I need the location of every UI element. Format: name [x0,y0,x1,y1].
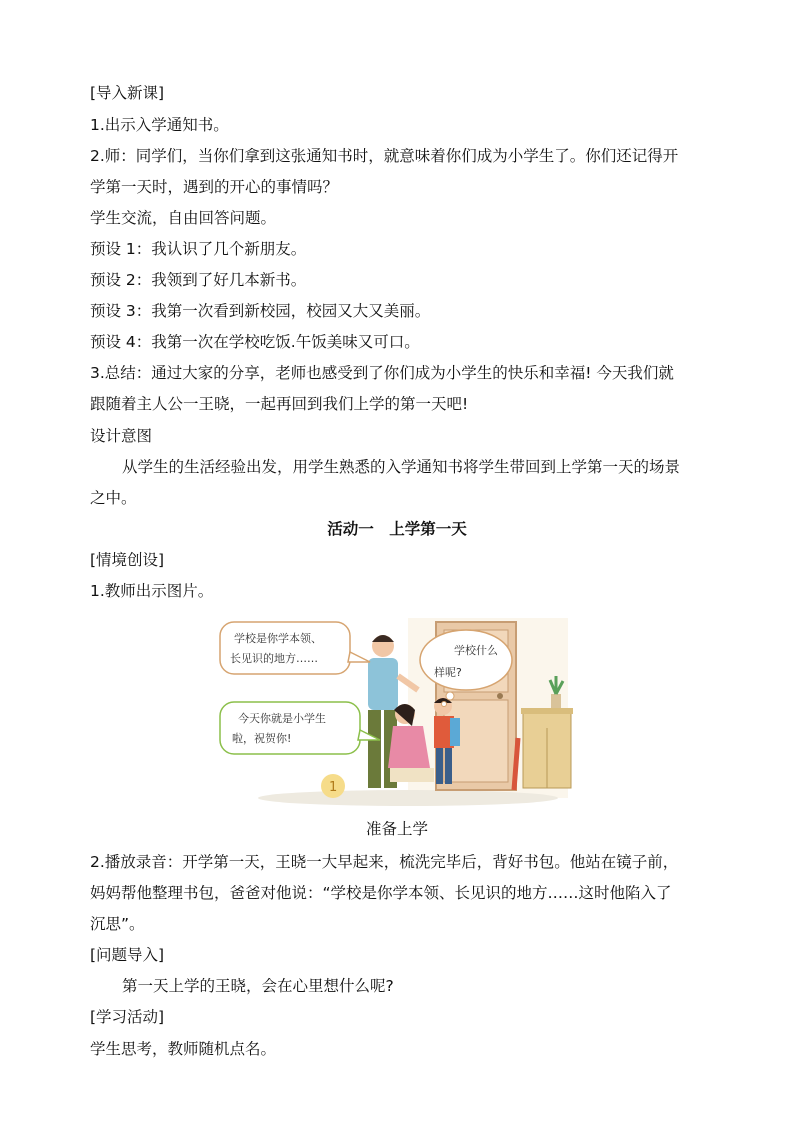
paragraph-heading: [情境创设] [90,551,165,569]
paragraph: 学生思考，教师随机点名。 [90,1040,277,1058]
paragraph: 1.教师出示图片。 [90,582,214,600]
bubble1-line1: 学校是你学本领、 [234,632,322,645]
paragraph: 从学生的生活经验出发，用学生熟悉的入学通知书将学生带回到上学第一天的场景 [122,458,681,476]
paragraph: 预设 1：我认识了几个新朋友。 [90,240,307,258]
paragraph: 3.总结：通过大家的分享，老师也感受到了你们成为小学生的快乐和幸福! 今天我们就 [90,364,674,382]
paragraph: 跟随着主人公一王晓，一起再回到我们上学的第一天吧! [90,395,469,413]
bubble2-line2: 样呢? [434,666,462,679]
paragraph: 2.师：同学们，当你们拿到这张通知书时，就意味着你们成为小学生了。你们还记得开 [90,147,679,165]
paragraph: 2.播放录音：开学第一天，王晓一大早起来，梳洗完毕后，背好书包。他站在镜子前， [90,853,679,871]
figure-caption: 准备上学 [365,820,428,838]
paragraph: 预设 3：我第一次看到新校园，校园又大又美丽。 [90,302,431,320]
bubble3-line2: 啦，祝贺你! [232,732,292,745]
bubble2-line1: 学校什么 [454,644,498,657]
paragraph: 妈妈帮他整理书包，爸爸对他说：“学校是你学本领、长见识的地方……这时他陷入了 [90,884,672,902]
paragraph: 第一天上学的王晓，会在心里想什么呢? [122,977,394,995]
speech-bubble-father [220,622,370,674]
paragraph: 沉思”。 [90,915,145,933]
paragraph-heading: 设计意图 [90,427,153,445]
paragraph: 学生交流，自由回答问题。 [90,209,277,227]
paragraph: 1.出示入学通知书。 [90,116,229,134]
illustration-preparing-for-school [218,618,578,808]
figure-number: 1 [329,780,338,795]
paragraph-heading: [学习活动] [90,1008,165,1026]
paragraph-heading: [问题导入] [90,946,165,964]
paragraph: 预设 2：我领到了好几本新书。 [90,271,307,289]
paragraph-heading: [导入新课] [90,84,165,102]
section-title: 活动一 上学第一天 [327,520,467,538]
paragraph: 之中。 [90,489,137,507]
bubble3-line1: 今天你就是小学生 [238,712,326,725]
speech-bubble-mother [220,702,380,754]
bubble1-line2: 长见识的地方…… [230,652,318,665]
paragraph: 学第一天时，遇到的开心的事情吗？ [90,178,339,196]
paragraph: 预设 4：我第一次在学校吃饭.午饭美味又可口。 [90,333,420,351]
